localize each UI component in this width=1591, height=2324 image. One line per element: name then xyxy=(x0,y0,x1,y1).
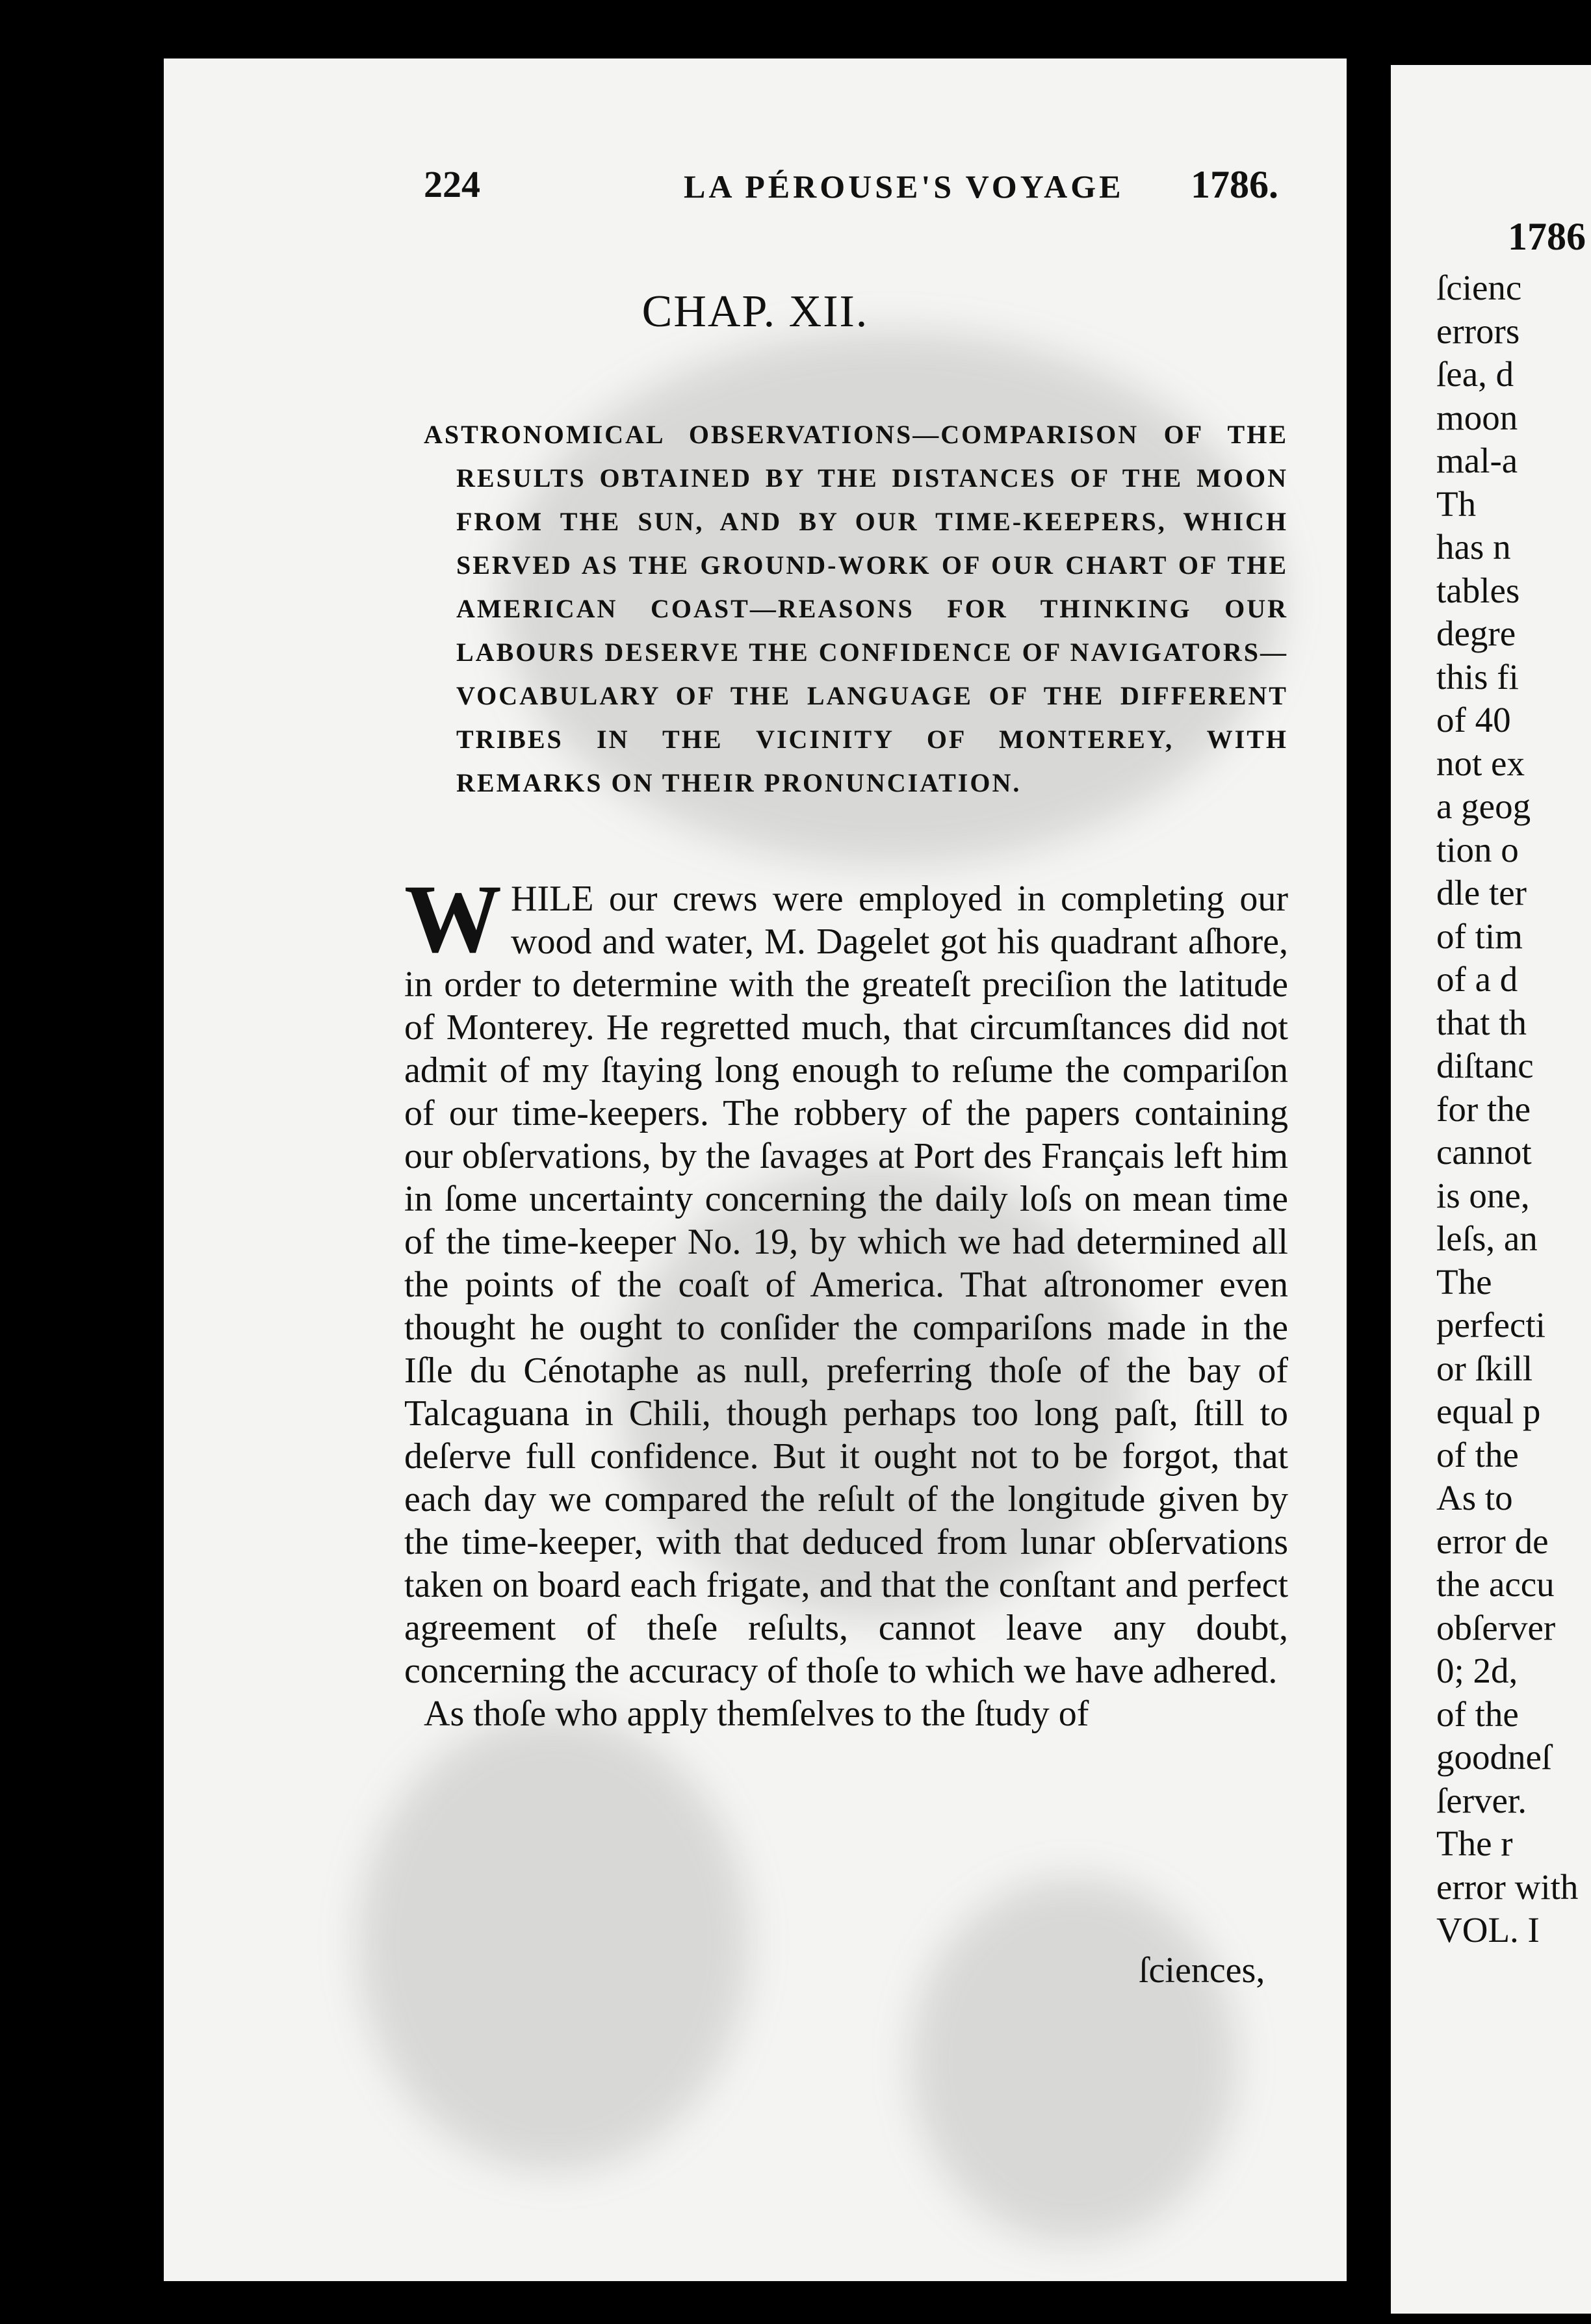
right-page-line: cannot xyxy=(1436,1132,1532,1172)
right-page-line: perfecti xyxy=(1436,1305,1546,1345)
right-page-line: a geog xyxy=(1436,786,1531,826)
right-page-line: of tim xyxy=(1436,916,1523,956)
right-page-line: error de xyxy=(1436,1521,1549,1561)
right-page-line: ſerver. xyxy=(1436,1780,1527,1820)
chapter-title: CHAP. XII. xyxy=(641,287,869,337)
body-text xyxy=(404,865,1288,1735)
right-page-line: Th xyxy=(1436,484,1477,524)
right-page-line: errors xyxy=(1436,311,1520,351)
right-page-line: or ſkill xyxy=(1436,1348,1533,1388)
left-page xyxy=(164,58,1347,2281)
right-page-line: mal-a xyxy=(1436,441,1518,480)
catchword: ſciences, xyxy=(1139,1950,1265,1991)
right-page-line: is one, xyxy=(1436,1175,1530,1215)
right-page-line: diſtanc xyxy=(1436,1046,1534,1085)
right-page-line: of 40 xyxy=(1436,700,1511,740)
right-page-line: equal p xyxy=(1436,1391,1541,1431)
right-page-line: the accu xyxy=(1436,1564,1555,1604)
right-page-line: ſea, d xyxy=(1436,354,1514,394)
page-number: 224 xyxy=(424,163,480,205)
right-page-line: of the xyxy=(1436,1694,1519,1734)
right-page-line: goodneſ xyxy=(1436,1737,1552,1777)
right-page-line: for the xyxy=(1436,1089,1531,1129)
right-page-line: this fi xyxy=(1436,656,1519,697)
right-page-line: The xyxy=(1436,1261,1492,1302)
right-page-line: tables xyxy=(1436,570,1520,610)
show-through-stain xyxy=(359,1716,749,2171)
show-through-stain xyxy=(911,1878,1236,2242)
right-page-line: of a d xyxy=(1436,959,1518,999)
running-year: 1786. xyxy=(1191,163,1278,206)
gutter xyxy=(1347,0,1391,2324)
right-page-line: leſs, an xyxy=(1436,1219,1538,1258)
right-page-line: dle ter xyxy=(1436,873,1527,912)
right-page-year: 1786 xyxy=(1508,215,1586,258)
right-page-line: moon xyxy=(1436,397,1518,437)
right-page-line: 0; 2d, xyxy=(1436,1651,1518,1690)
right-page-line: tion o xyxy=(1436,829,1519,870)
right-page xyxy=(1391,65,1591,2314)
right-page-line: that th xyxy=(1436,1002,1527,1042)
right-page-line: VOL. I xyxy=(1436,1910,1540,1950)
right-page-line: The r xyxy=(1436,1824,1513,1863)
paragraph-1-text: HILE our crews were employed in completing our wood and water, M. Dagelet got his quadrant aſhore, in order to determine with the greateſt preciſion the latitude of Monterey. He regretted much, that circumſtances did not admit of my ſtaying long enough to reſume the compariſon of our time-keepers. The robbery of the papers containing our obſervations, by the ſavages at Port des Français left him in ſome uncertainty concerning the daily loſs on mean time of the time-keeper No. 19, by which we had determined all the points of the coaſt of America. That aſtronomer even thought he ought to conſider the compariſons made in the Iſle du Cénotaphe as null, preferring thoſe of the bay of Talcaguana in Chili, though perhaps too long paſt, ſtill to deſerve full confidence. But it ought not to be forgot, that each day we compared the reſult of the longitude given by the time-keeper, with that deduced from lunar obſervations taken on board each frigate, and that the conſtant and perfect agreement of theſe reſults, cannot leave any doubt, concerning the accuracy of thoſe to which we have adhered. xyxy=(404,879,1288,1691)
running-title: LA PÉROUSE'S VOYAGE xyxy=(684,168,1124,205)
right-page-line: error with xyxy=(1436,1866,1579,1907)
right-page-line: not ex xyxy=(1436,743,1525,783)
chapter-summary: ASTRONOMICAL OBSERVATIONS—COMPARISON OF THE RESULTS OBTAINED BY THE DISTANCES OF THE MOON FROM THE SUN, AND BY OUR TIME-KEEPERS, WHICH SERVED AS THE GROUND-WORK OF OUR CHART OF THE AMERICAN COAST—REASONS FOR THINKING OUR LABOURS DESERVE THE CONFIDENCE OF NAVIGATORS—VOCABULARY OF THE LANGUAGE OF THE DIFFERENT TRIBES IN THE VICINITY OF MONTEREY, WITH REMARKS ON THEIR PRONUNCIATION. xyxy=(424,420,1288,797)
right-page-line: ſcienc xyxy=(1436,268,1522,307)
drop-cap: W xyxy=(404,865,502,973)
paragraph-2: As thoſe who apply themſelves to the ſtudy of xyxy=(424,1694,1089,1734)
right-page-line: obſerver xyxy=(1436,1607,1556,1647)
right-page-lines xyxy=(1436,266,1591,1952)
paragraph-1 xyxy=(404,865,1288,1692)
right-page-line: As to xyxy=(1436,1478,1513,1517)
right-page-line: has n xyxy=(1436,527,1511,567)
right-page-line: of the xyxy=(1436,1434,1519,1475)
right-page-line: degre xyxy=(1436,613,1516,653)
running-head xyxy=(164,162,1347,221)
